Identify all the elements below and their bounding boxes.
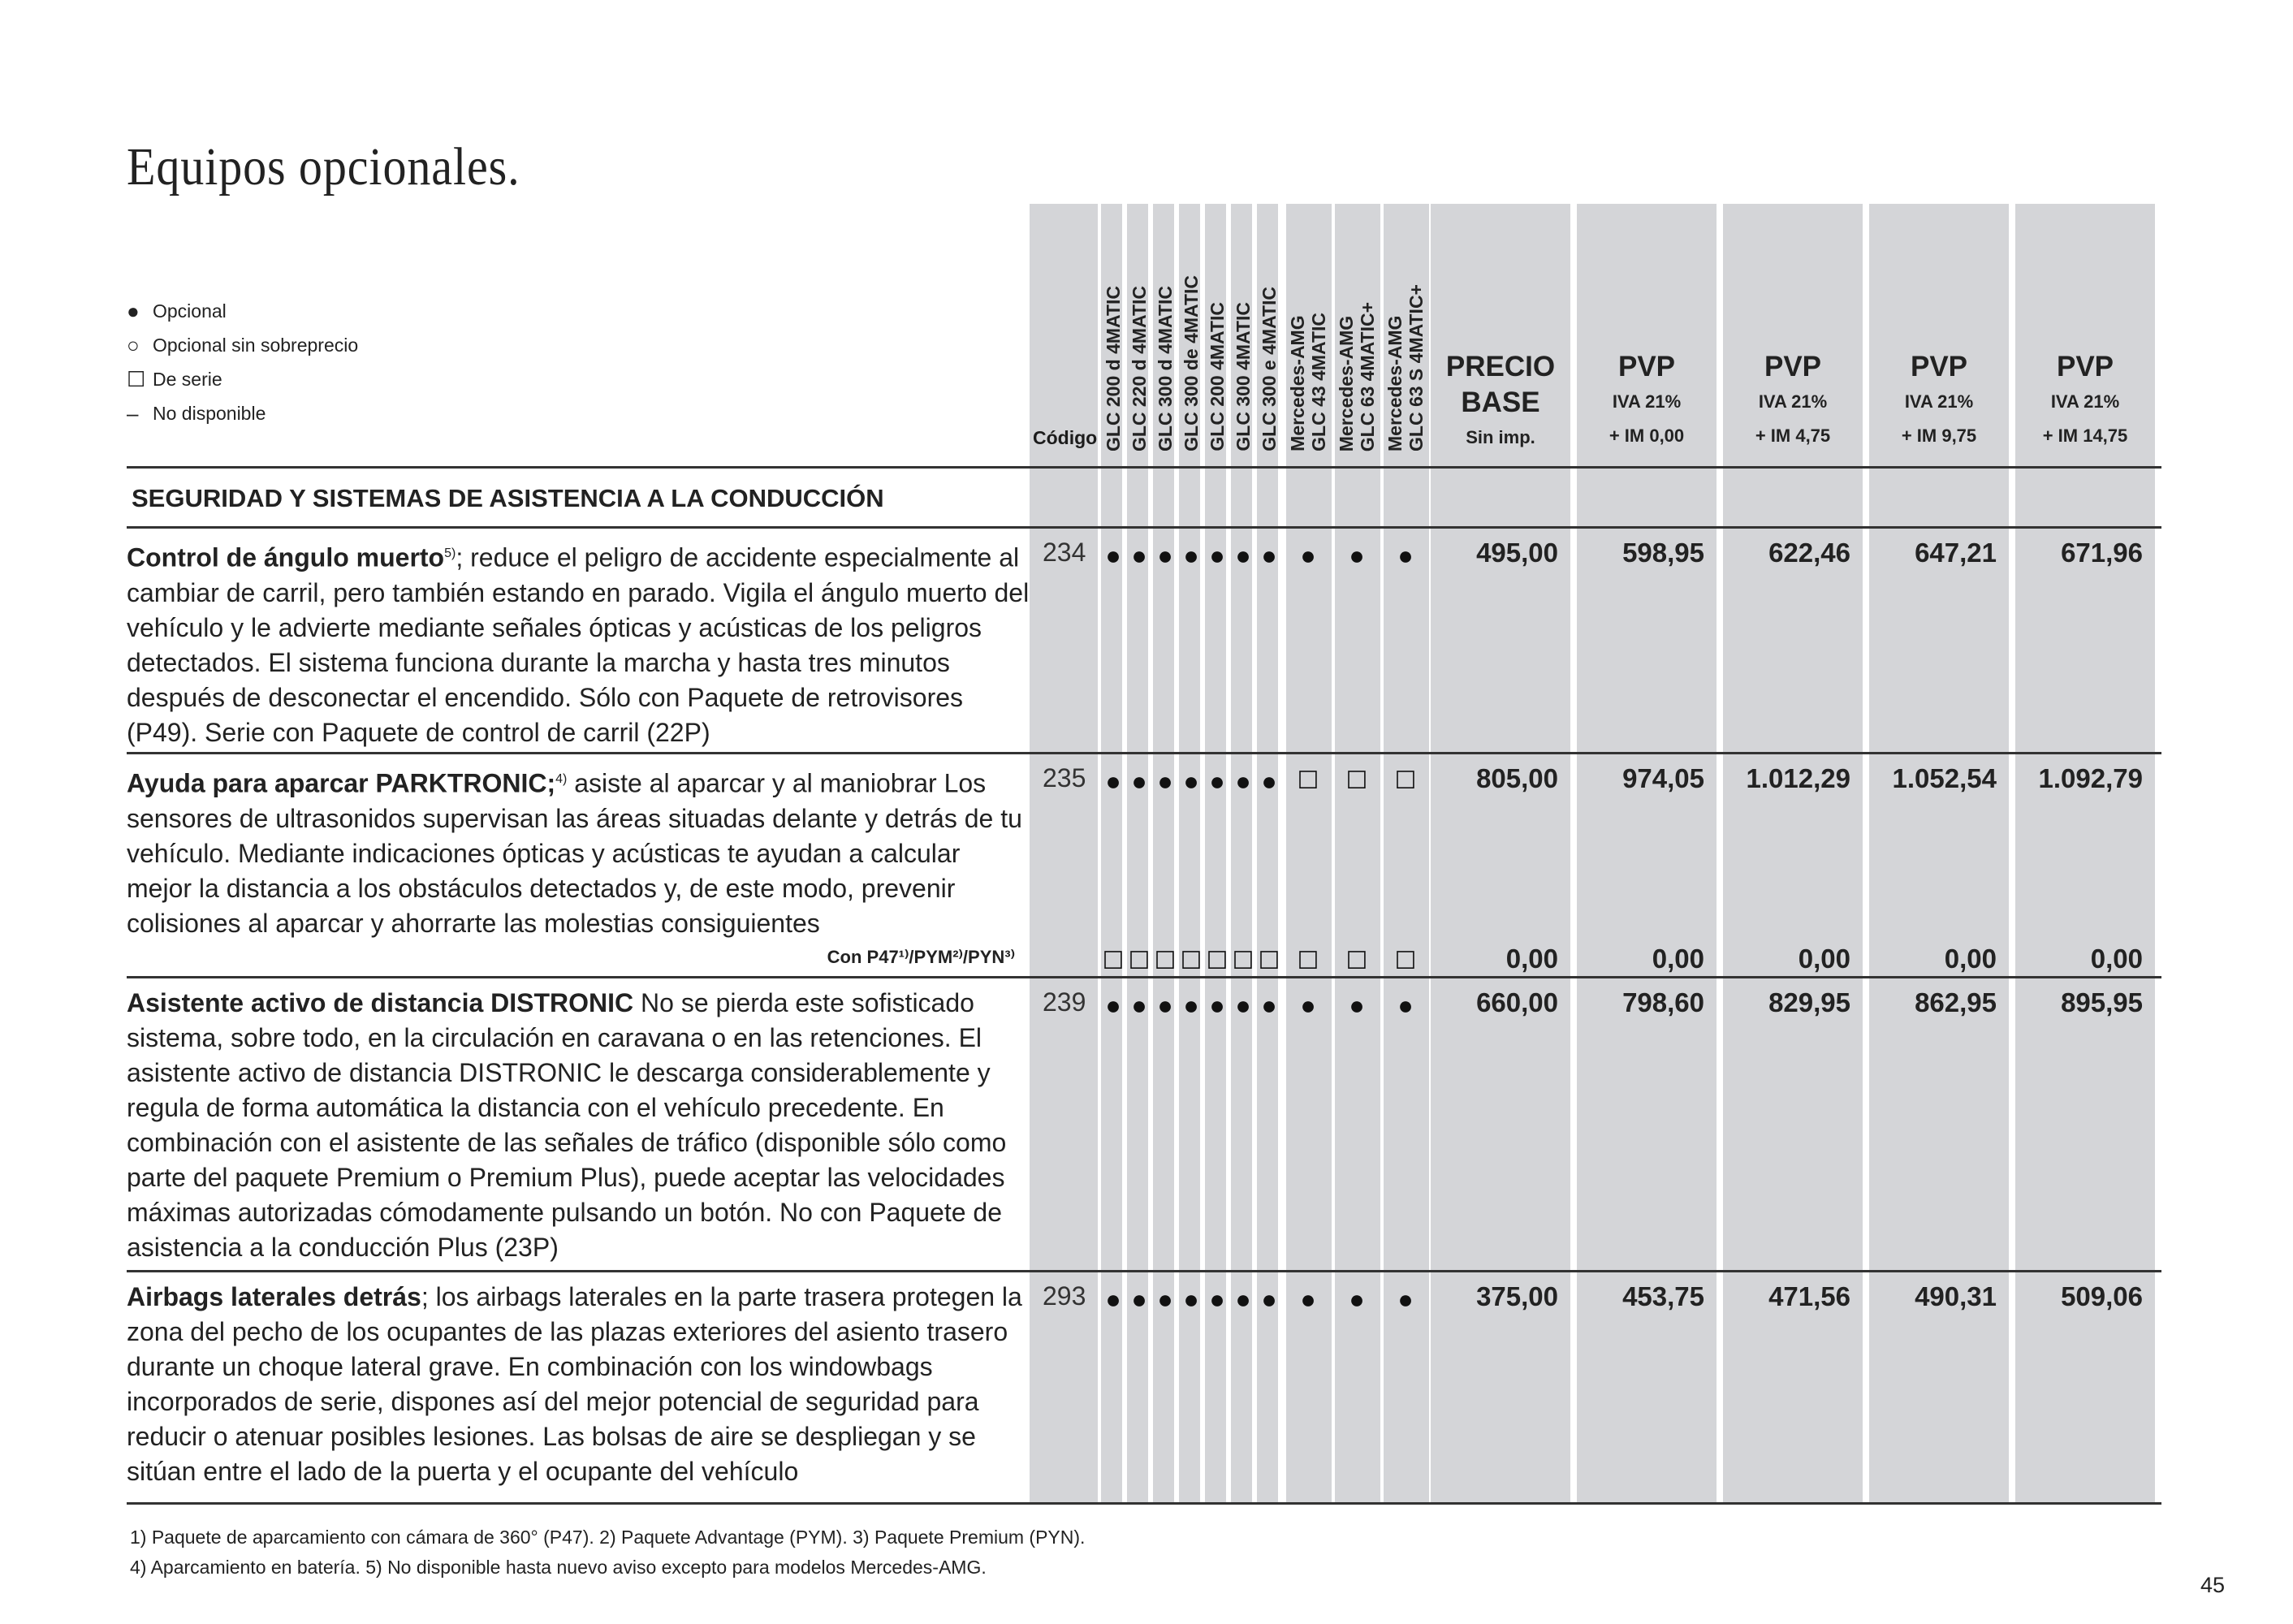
price-cell: 974,05: [1622, 763, 1704, 793]
price-header: [2015, 349, 2155, 453]
filled-circle-icon: ●: [1105, 1285, 1121, 1314]
code-column-header: Código: [1033, 427, 1098, 448]
price-cell: 0,00: [1944, 944, 1997, 974]
square-icon: ☐: [1232, 948, 1254, 974]
price-header-title: PVP: [2056, 351, 2114, 382]
filled-circle-icon: ●: [1209, 991, 1225, 1020]
filled-circle-icon: ●: [1183, 767, 1199, 796]
price-header-title: PVP: [1910, 351, 1968, 382]
price-header: [1431, 349, 1570, 455]
square-icon: ☐: [1128, 948, 1151, 974]
filled-circle-icon: ●: [1183, 1285, 1199, 1314]
option-text: ; los airbags laterales en la parte trasera protegen la zona del pecho de los ocupantes de las plazas exteriores del asiento trasero durante un choque lateral grave. En combinación con los windowbags incorporados de serie, dispones así del mejor potencial de seguridad para reducir o atenuar posibles lesiones. Las bolsas de aire se despliegan y se sitúan entre el lado de la puerta y el ocupante del vehículo: [127, 1282, 1022, 1486]
filled-circle-icon: ●: [1235, 541, 1251, 570]
row-divider: [127, 1502, 2161, 1505]
price-cell: 0,00: [1652, 944, 1704, 974]
option-description: [127, 986, 1032, 1265]
filled-circle-icon: ●: [1261, 541, 1277, 570]
filled-circle-icon: ●: [1349, 991, 1365, 1020]
filled-circle-icon: ●: [1157, 767, 1173, 796]
price-header-sub: IVA 21%: [1612, 391, 1682, 412]
option-text: asiste al aparcar y al maniobrar Los sensores de ultrasonidos supervisan las áreas situadas delante y detrás de tu vehículo. Mediante indicaciones ópticas y acústicas te ayudan a calcular mejor la distancia a los obstáculos detectados y, de este modo, prevenir colisiones al aparcar y ahorrarte las molestias consiguientes: [127, 768, 1022, 938]
square-icon: ☐: [1394, 948, 1417, 974]
price-cell: 0,00: [1798, 944, 1850, 974]
square-icon: ☐: [1258, 948, 1280, 974]
option-title: Airbags laterales detrás: [127, 1282, 421, 1311]
option-description: [127, 536, 1032, 750]
header-divider: [127, 466, 2161, 469]
option-title: Control de ángulo muerto: [127, 542, 445, 572]
filled-circle-icon: ●: [1157, 1285, 1173, 1314]
filled-circle-icon: ●: [1397, 1285, 1414, 1314]
square-icon: ☐: [1180, 948, 1203, 974]
filled-circle-icon: ●: [1105, 991, 1121, 1020]
price-cell: 622,46: [1768, 538, 1850, 568]
price-cell: 829,95: [1768, 987, 1850, 1017]
model-header: Mercedes-AMG GLC 63 4MATIC+: [1336, 301, 1378, 451]
price-header: [1723, 349, 1863, 453]
square-icon: ☐: [1345, 948, 1368, 974]
price-cell: 0,00: [2090, 944, 2143, 974]
filled-circle-icon: ●: [1397, 991, 1414, 1020]
page-number: 45: [2200, 1573, 2226, 1597]
dash-icon: –: [127, 400, 139, 425]
filled-circle-icon: ●: [1300, 1285, 1316, 1314]
price-cell: 0,00: [1505, 944, 1558, 974]
filled-circle-icon: ●: [1105, 541, 1121, 570]
square-icon: ☐: [1297, 948, 1319, 974]
price-header-sub: IVA 21%: [2050, 391, 2120, 412]
section-title: SEGURIDAD Y SISTEMAS DE ASISTENCIA A LA CONDUCCIÓN: [132, 484, 884, 512]
price-cell: 647,21: [1915, 538, 1997, 568]
row-divider: [127, 1270, 2161, 1272]
legend-item-standard: [127, 362, 358, 396]
filled-circle-icon: ●: [1131, 1285, 1147, 1314]
legend-label: No disponible: [153, 402, 266, 424]
model-header: GLC 200 4MATIC: [1207, 302, 1228, 451]
legend-item-optional-free: [127, 328, 358, 362]
filled-circle-icon: ●: [1300, 541, 1316, 570]
legend-label: Opcional: [153, 300, 227, 322]
square-icon: ☐: [1154, 948, 1177, 974]
filled-circle-icon: ●: [1209, 1285, 1225, 1314]
filled-circle-icon: ●: [1183, 541, 1199, 570]
filled-circle-icon: ●: [1235, 767, 1251, 796]
model-header: GLC 300 4MATIC: [1233, 302, 1254, 451]
package-condition-label: Con P47¹⁾/PYM²⁾/PYN³⁾: [827, 947, 1015, 967]
price-header: [1577, 349, 1717, 453]
filled-circle-icon: ●: [1397, 541, 1414, 570]
footnote: 1) Paquete de aparcamiento con cámara de 360° (P47). 2) Paquete Advantage (PYM). 3) Paquete Premium (PYN).: [130, 1527, 1086, 1548]
price-cell: 895,95: [2061, 987, 2143, 1017]
option-code: 235: [1043, 763, 1086, 793]
square-icon: ☐: [127, 366, 146, 391]
model-header: GLC 300 d 4MATIC: [1155, 285, 1176, 451]
price-cell: 1.012,29: [1746, 763, 1850, 793]
filled-circle-icon: ●: [1261, 767, 1277, 796]
filled-circle-icon: ●: [1235, 991, 1251, 1020]
option-description: [127, 762, 1032, 941]
option-text: ; reduce el peligro de accidente especialmente al cambiar de carril, pero también estando en parado. Vigila el ángulo muerto del vehículo y le advierte mediante señales ópticas y acústicas de los peligros detectados. El sistema funciona durante la marcha y hasta tres minutos después de desconectar el encendido. Sólo con Paquete de retrovisores (P49). Serie con Paquete de control de carril (22P): [127, 542, 1030, 747]
price-cell: 660,00: [1476, 987, 1558, 1017]
price-header-sub: Sin imp.: [1466, 427, 1535, 447]
price-header-title: BASE: [1461, 387, 1540, 418]
legend-label: Opcional sin sobreprecio: [153, 334, 359, 356]
option-title: Asistente activo de distancia DISTRONIC: [127, 988, 634, 1017]
model-header: Mercedes-AMG GLC 43 4MATIC: [1287, 313, 1329, 451]
filled-circle-icon: ●: [1209, 541, 1225, 570]
filled-circle-icon: ●: [1349, 541, 1365, 570]
price-cell: 471,56: [1768, 1281, 1850, 1311]
model-header: GLC 300 e 4MATIC: [1259, 287, 1280, 451]
filled-circle-icon: ●: [1300, 991, 1316, 1020]
model-header: Mercedes-AMG GLC 63 S 4MATIC+: [1384, 284, 1427, 451]
price-header-title: PRECIO: [1445, 351, 1556, 382]
filled-circle-icon: ●: [1235, 1285, 1251, 1314]
price-cell: 509,06: [2061, 1281, 2143, 1311]
filled-circle-icon: ●: [1209, 767, 1225, 796]
price-cell: 798,60: [1622, 987, 1704, 1017]
price-cell: 598,95: [1622, 538, 1704, 568]
filled-circle-icon: ●: [127, 298, 140, 323]
filled-circle-icon: ●: [1157, 991, 1173, 1020]
price-cell: 1.092,79: [2038, 763, 2143, 793]
footnote: 4) Aparcamiento en batería. 5) No disponible hasta nuevo aviso excepto para modelos Mercedes-AMG.: [130, 1557, 987, 1578]
price-header-sub: + IM 4,75: [1755, 425, 1831, 446]
price-header-sub: + IM 9,75: [1901, 425, 1977, 446]
square-icon: ☐: [1394, 767, 1417, 794]
square-icon: ☐: [1345, 767, 1368, 794]
square-icon: ☐: [1102, 948, 1125, 974]
filled-circle-icon: ●: [1183, 991, 1199, 1020]
filled-circle-icon: ●: [1131, 767, 1147, 796]
legend-item-unavailable: [127, 396, 358, 430]
option-code: 234: [1043, 538, 1086, 567]
square-icon: ☐: [1297, 767, 1319, 794]
option-code: 293: [1043, 1281, 1086, 1311]
filled-circle-icon: ●: [1157, 541, 1173, 570]
price-cell: 862,95: [1915, 987, 1997, 1017]
price-header: [1869, 349, 2009, 453]
filled-circle-icon: ●: [1131, 991, 1147, 1020]
footnote-ref: 5): [444, 546, 456, 560]
filled-circle-icon: ●: [1261, 1285, 1277, 1314]
filled-circle-icon: ●: [1105, 767, 1121, 796]
model-header: GLC 200 d 4MATIC: [1103, 285, 1124, 451]
legend: [127, 294, 358, 430]
option-code: 239: [1043, 987, 1086, 1017]
price-cell: 1.052,54: [1892, 763, 1997, 793]
filled-circle-icon: ●: [1261, 991, 1277, 1020]
page-title: Equipos opcionales.: [127, 137, 520, 197]
footnote-ref: 4): [555, 772, 568, 786]
price-cell: 805,00: [1476, 763, 1558, 793]
row-divider: [127, 752, 2161, 754]
price-header-sub: IVA 21%: [1904, 391, 1974, 412]
option-title: Ayuda para aparcar PARKTRONIC;: [127, 768, 556, 798]
model-header: GLC 220 d 4MATIC: [1129, 285, 1150, 451]
price-cell: 671,96: [2061, 538, 2143, 568]
filled-circle-icon: ●: [1131, 541, 1147, 570]
price-cell: 490,31: [1915, 1281, 1997, 1311]
model-header: GLC 300 de 4MATIC: [1181, 275, 1202, 451]
price-header-sub: IVA 21%: [1758, 391, 1828, 412]
row-divider: [127, 976, 2161, 978]
square-icon: ☐: [1206, 948, 1229, 974]
price-cell: 375,00: [1476, 1281, 1558, 1311]
price-cell: 453,75: [1622, 1281, 1704, 1311]
section-divider: [127, 526, 2161, 529]
price-header-sub: + IM 0,00: [1609, 425, 1685, 446]
price-cell: 495,00: [1476, 538, 1558, 568]
filled-circle-icon: ●: [1349, 1285, 1365, 1314]
empty-circle-icon: ○: [127, 332, 140, 357]
price-header-title: PVP: [1764, 351, 1822, 382]
legend-item-optional: [127, 294, 358, 328]
legend-label: De serie: [153, 368, 222, 390]
price-header-sub: + IM 14,75: [2042, 425, 2128, 446]
option-description: [127, 1280, 1032, 1489]
price-header-title: PVP: [1617, 351, 1676, 382]
option-text: No se pierda este sofisticado sistema, sobre todo, en la circulación en caravana o en las retenciones. El asistente activo de distancia DISTRONIC le descarga considerablemente y regula de forma automática la distancia con el vehículo precedente. En combinación con el asistente de las señales de tráfico (disponible sólo como parte del paquete Premium o Premium Plus), puede aceptar las velocidades máximas autorizadas cómodamente pulsando un botón. No con Paquete de asistencia a la conducción Plus (23P): [127, 988, 1007, 1262]
